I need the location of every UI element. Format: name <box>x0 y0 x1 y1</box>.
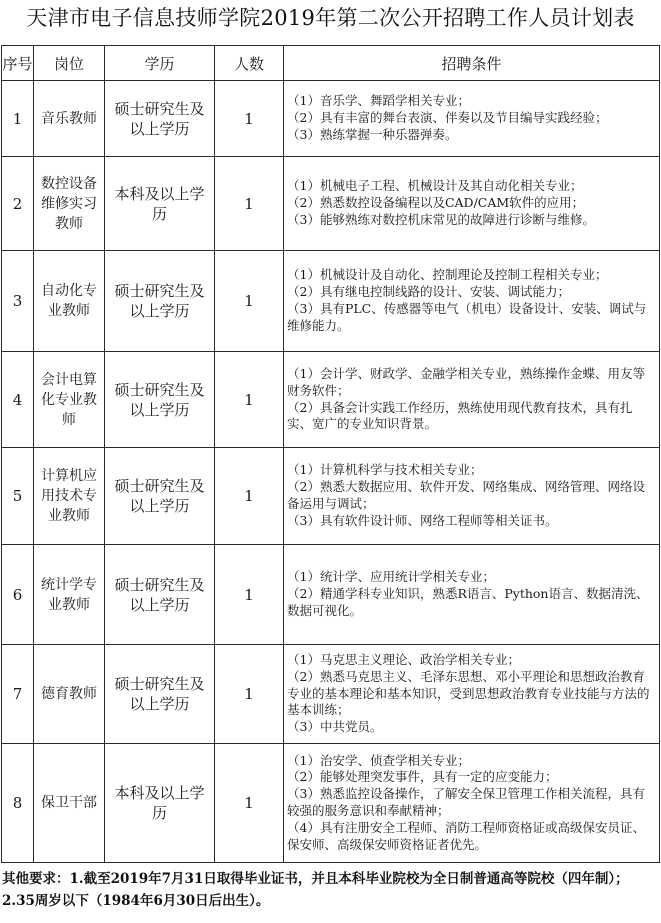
cell-education: 硕士研究生及以上学历 <box>105 352 215 448</box>
requirement-item: （3）熟练掌握一种乐器弹奏。 <box>287 126 458 142</box>
table-header-row <box>2 46 660 81</box>
cell-requirements <box>284 448 660 545</box>
cell-no: 2 <box>2 157 34 251</box>
cell-count: 1 <box>215 81 284 157</box>
cell-no: 7 <box>2 645 34 744</box>
header-requirements: 招聘条件 <box>284 46 660 81</box>
requirement-item: （1）马克思主义理论、政治学相关专业； <box>287 652 520 667</box>
requirement-item: （2）具有继电控制线路的设计、安装、调试能力； <box>287 284 570 300</box>
requirement-item: （1）音乐学、舞蹈学相关专业； <box>287 93 470 109</box>
cell-position: 数控设备维修实习教师 <box>34 157 105 251</box>
header-education: 学历 <box>105 46 215 81</box>
cell-no: 1 <box>2 81 34 157</box>
table-row <box>2 251 660 352</box>
requirement-item: （1）统计学、应用统计学相关专业； <box>287 569 495 585</box>
cell-no: 5 <box>2 448 34 545</box>
cell-count: 1 <box>215 157 284 251</box>
cell-position: 德育教师 <box>34 645 105 744</box>
cell-count: 1 <box>215 448 284 545</box>
header-count: 人数 <box>215 46 284 81</box>
table-row <box>2 744 660 863</box>
requirement-item: （2）具有丰富的舞台表演、伴奏以及节目编导实践经验； <box>287 110 608 126</box>
requirement-item: （3）具有软件设计师、网络工程师等相关证书。 <box>287 512 558 528</box>
cell-position: 计算机应用技术专业教师 <box>34 448 105 545</box>
cell-position: 会计电算化专业教师 <box>34 352 105 448</box>
cell-position: 统计学专业教师 <box>34 545 105 645</box>
cell-count: 1 <box>215 352 284 448</box>
cell-requirements <box>284 645 660 744</box>
requirement-item: （1）计算机科学与技术相关专业； <box>287 462 483 478</box>
requirement-item: （3）能够熟练对数控机床常见的故障进行诊断与维修。 <box>287 211 595 227</box>
requirement-item: （2）熟悉大数据应用、软件开发、网络集成、网络管理、网络设备运用与调试； <box>287 479 645 511</box>
recruitment-plan-table <box>1 45 660 863</box>
requirement-item: （4）具有注册安全工程师、消防工程师资格证或高级保安员证、保安师、高级保安师资格证者优先。 <box>287 819 645 852</box>
cell-requirements <box>284 352 660 448</box>
cell-education: 硕士研究生及以上学历 <box>105 545 215 645</box>
table-row <box>2 545 660 645</box>
table-row <box>2 448 660 545</box>
header-no: 序号 <box>2 46 34 81</box>
cell-count: 1 <box>215 545 284 645</box>
requirement-item: （1）机械电子工程、机械设计及其自动化相关专业； <box>287 178 583 194</box>
cell-education: 硕士研究生及以上学历 <box>105 81 215 157</box>
requirement-item: （2）能够处理突发事件，具有一定的应变能力； <box>287 769 558 785</box>
document-title: 天津市电子信息技师学院2019年第二次公开招聘工作人员计划表 <box>26 6 635 30</box>
requirement-item: （2）具备会计实践工作经历，熟练使用现代教育技术，具有扎实、宽广的专业知识背景。 <box>287 399 633 432</box>
requirement-item: （1）会计学、财政学、金融学相关专业，熟练操作金蝶、用友等财务软件； <box>287 365 645 398</box>
cell-count: 1 <box>215 251 284 352</box>
cell-count: 1 <box>215 645 284 744</box>
cell-requirements <box>284 744 660 863</box>
cell-position: 音乐教师 <box>34 81 105 157</box>
cell-no: 8 <box>2 744 34 863</box>
cell-requirements <box>284 81 660 157</box>
cell-no: 4 <box>2 352 34 448</box>
cell-position: 自动化专业教师 <box>34 251 105 352</box>
requirement-item: （3）具有PLC、传感器等电气（机电）设备设计、安装、调试与维修能力。 <box>287 301 647 333</box>
cell-position: 保卫干部 <box>34 744 105 863</box>
table-row <box>2 81 660 157</box>
table-row <box>2 645 660 744</box>
cell-no: 6 <box>2 545 34 645</box>
requirement-item: （2）熟悉数控设备编程以及CAD/CAM软件的应用； <box>287 195 585 211</box>
cell-education: 硕士研究生及以上学历 <box>105 251 215 352</box>
cell-requirements <box>284 157 660 251</box>
requirement-item: （2）熟悉马克思主义、毛泽东思想、邓小平理论和思想政治教育专业的基本理论和基本知识，受到思想政治教育专业技能与方法的基本训练； <box>287 668 650 718</box>
cell-no: 3 <box>2 251 34 352</box>
cell-education: 硕士研究生及以上学历 <box>105 448 215 545</box>
cell-education: 硕士研究生及以上学历 <box>105 645 215 744</box>
requirement-item: （1）机械设计及自动化、控制理论及控制工程相关专业； <box>287 267 608 283</box>
cell-count: 1 <box>215 744 284 863</box>
requirement-item: （3）熟悉监控设备操作，了解安全保卫管理工作相关流程，具有较强的服务意识和奉献精神； <box>287 786 645 818</box>
requirement-item: （3）中共党员。 <box>287 719 383 735</box>
cell-education: 本科及以上学历 <box>105 157 215 251</box>
table-row <box>2 157 660 251</box>
requirement-item: （1）治安学、侦查学相关专业； <box>287 752 470 768</box>
cell-requirements <box>284 545 660 645</box>
cell-requirements <box>284 251 660 352</box>
cell-education: 本科及以上学历 <box>105 744 215 863</box>
other-requirements-note: 其他要求：1.截至2019年7月31日取得毕业证书，并且本科毕业院校为全日制普通高等院校（四年制）； 2.35周岁以下（1984年6月30日后出生）。 <box>2 871 629 909</box>
header-position: 岗位 <box>34 46 105 81</box>
table-row <box>2 352 660 448</box>
requirement-item: （2）精通学科专业知识，熟悉R语言、Python语言、数据清洗、数据可视化。 <box>287 586 649 618</box>
